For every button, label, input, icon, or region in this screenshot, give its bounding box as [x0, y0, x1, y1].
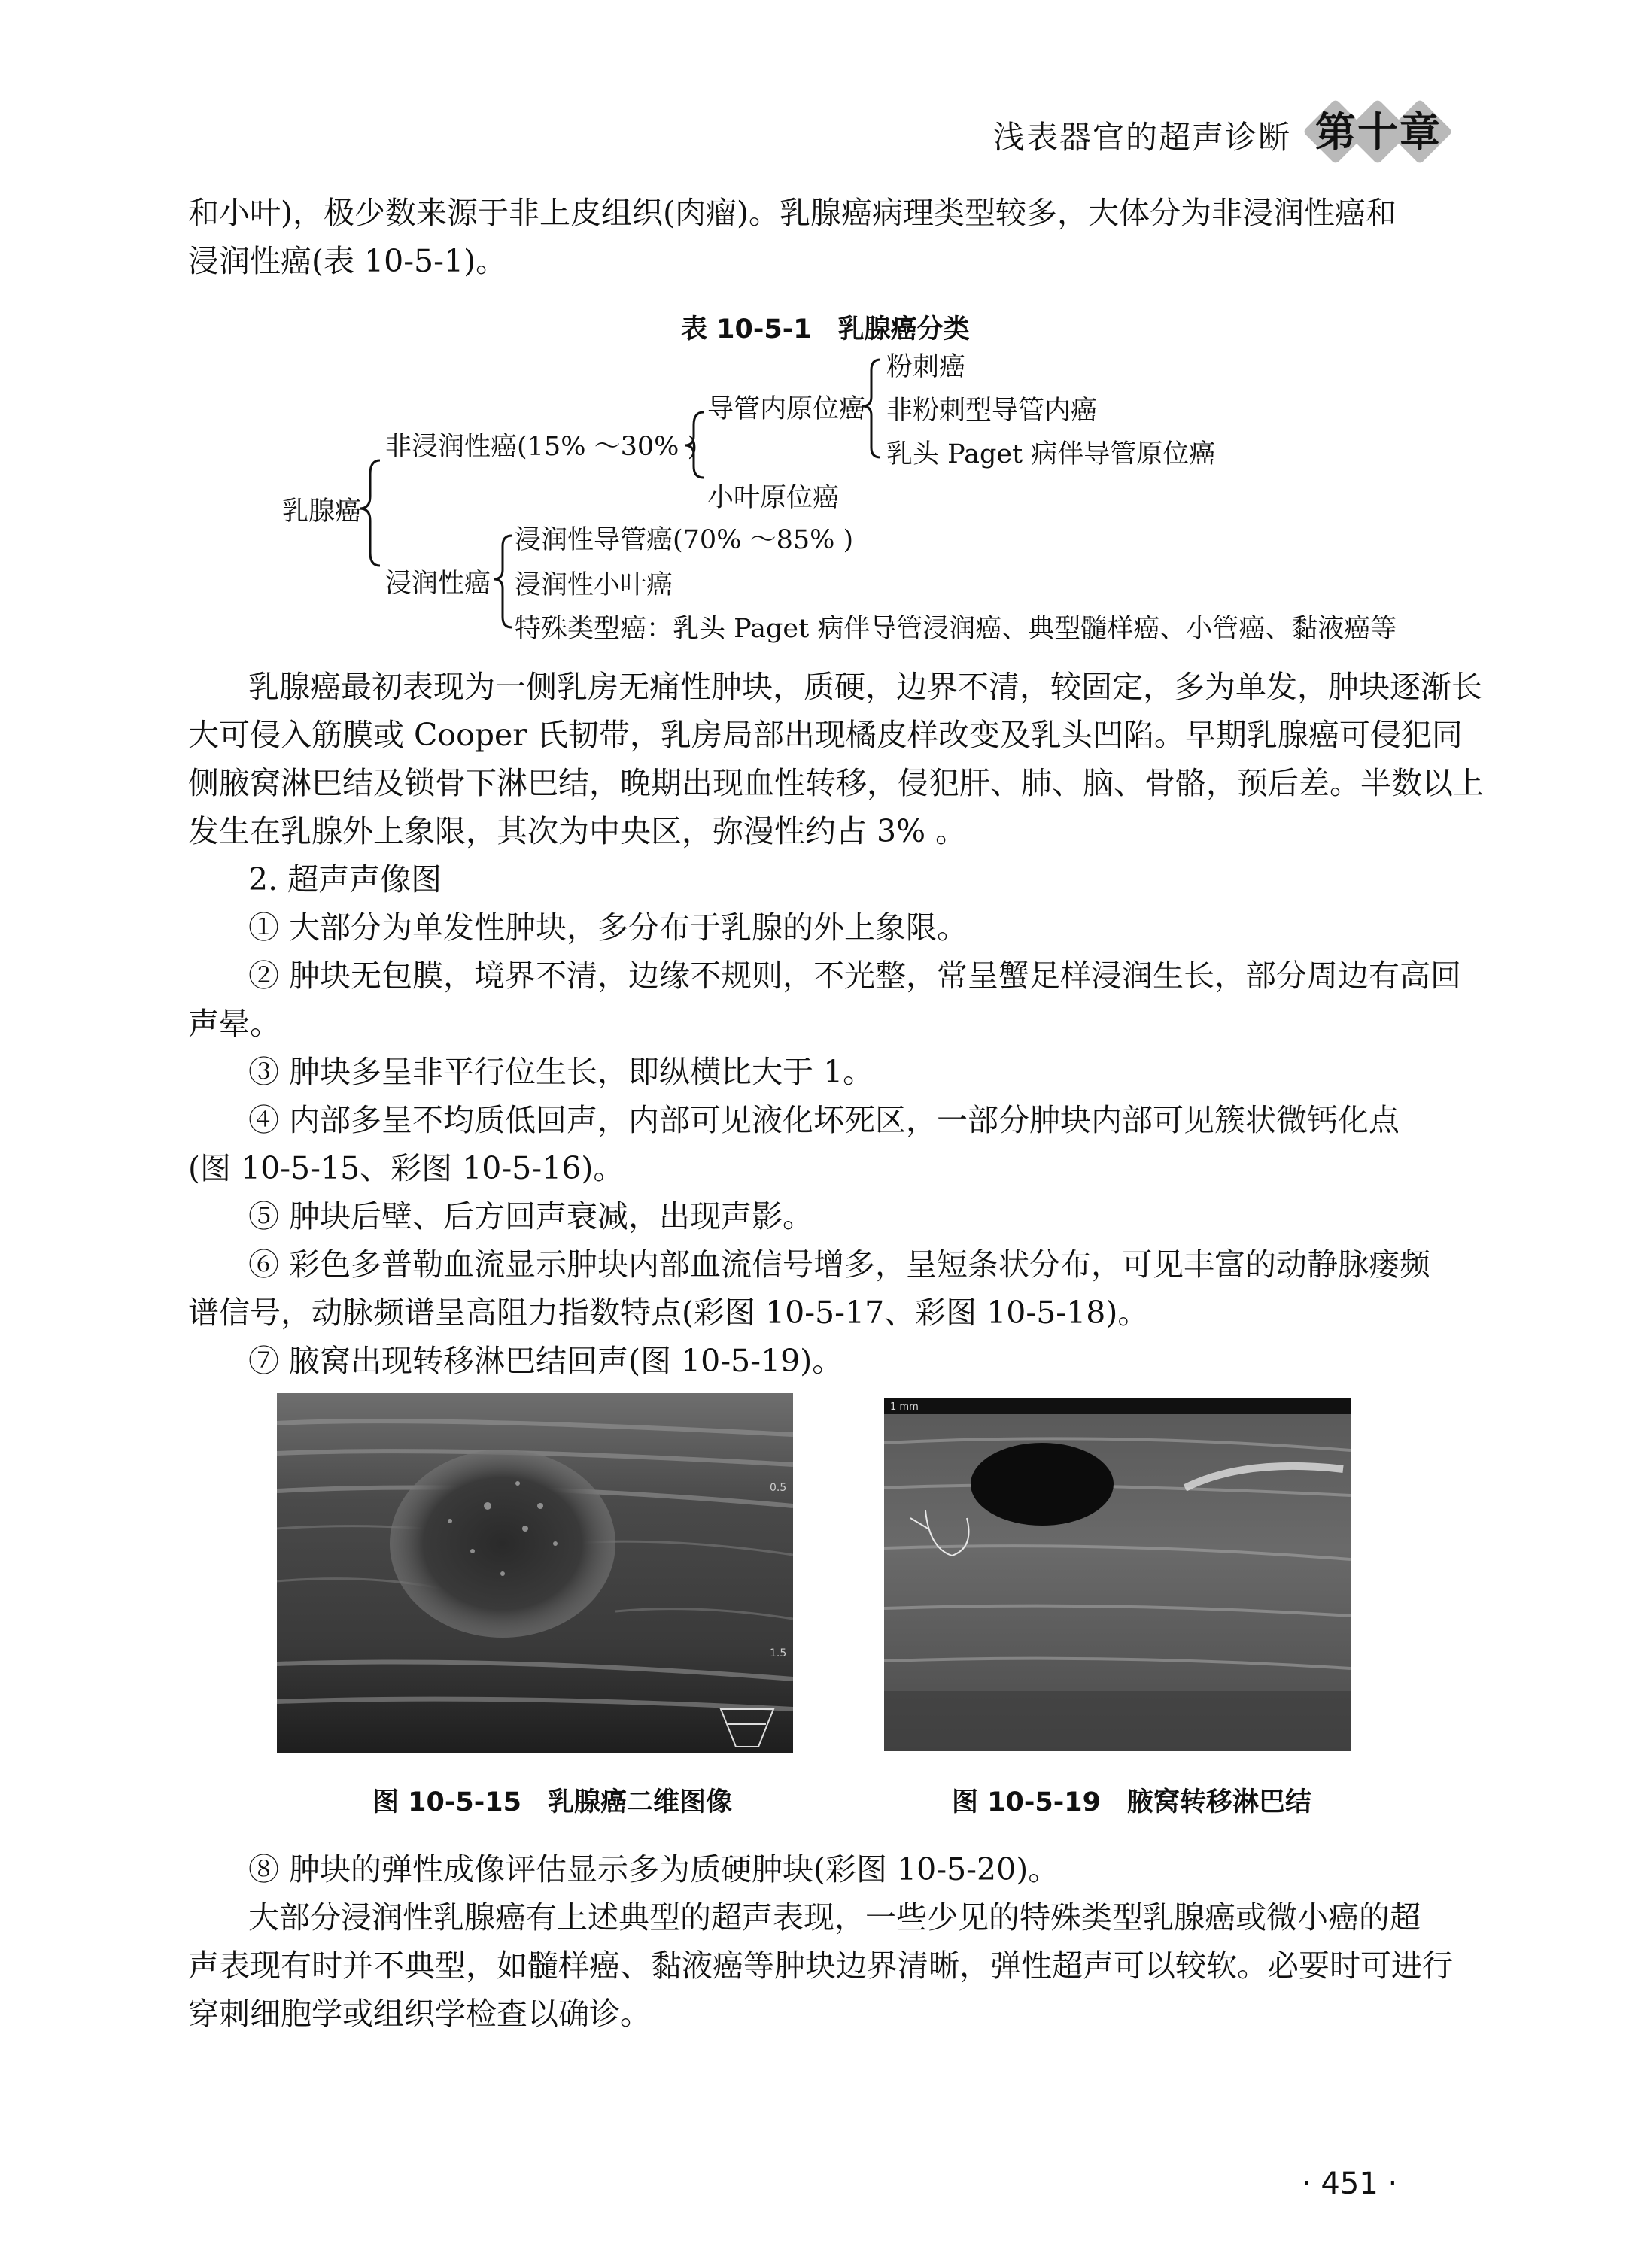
closing-line-1: 大部分浸润性乳腺癌有上述典型的超声表现，一些少见的特殊类型乳腺癌或微小癌的超	[248, 1899, 1421, 1936]
item-3: ③ 肿块多呈非平行位生长，即纵横比大于 1。	[248, 1054, 874, 1090]
closing-line-2: 声表现有时并不典型，如髓样癌、黏液癌等肿块边界清晰，弹性超声可以较软。必要时可进行	[188, 1948, 1453, 1984]
chapter-char-2: 十	[1357, 108, 1398, 156]
tree-invasive-ductal: 浸润性导管癌(70% ～85% )	[515, 525, 854, 555]
item-8: ⑧ 肿块的弹性成像评估显示多为质硬肿块(彩图 10-5-20)。	[248, 1851, 1059, 1887]
ultrasound-image-2-drawing	[884, 1398, 1351, 1751]
figure-1-caption: 图 10-5-15 乳腺癌二维图像	[372, 1787, 733, 1817]
tree-braces	[0, 0, 1629, 677]
clinical-line-2: 大可侵入筋膜或 Cooper 氏韧带，乳房局部出现橘皮样改变及乳头凹陷。早期乳腺癌可侵犯同	[188, 717, 1463, 753]
tree-paget-insitu: 乳头 Paget 病伴导管原位癌	[886, 439, 1216, 469]
section-heading: 2. 超声声像图	[248, 861, 442, 897]
chapter-char-3: 章	[1400, 108, 1440, 156]
tree-lobular-insitu: 小叶原位癌	[707, 483, 840, 513]
tree-root: 乳腺癌	[282, 496, 362, 527]
clinical-line-4: 发生在乳腺外上象限，其次为中央区，弥漫性约占 3% 。	[188, 813, 967, 849]
depth-marker-2: 1.5	[770, 1647, 787, 1659]
item-4-line-1: ④ 内部多呈不均质低回声，内部可见液化坏死区，一部分肿块内部可见簇状微钙化点	[248, 1102, 1400, 1138]
scale-label: 1 mm	[890, 1401, 919, 1413]
tree-invasive-lobular: 浸润性小叶癌	[515, 570, 673, 600]
tree-noncomedo: 非粉刺型导管内癌	[886, 396, 1098, 426]
item-6-line-1: ⑥ 彩色多普勒血流显示肿块内部血流信号增多，呈短条状分布，可见丰富的动静脉瘘频	[248, 1246, 1431, 1283]
item-1: ① 大部分为单发性肿块，多分布于乳腺的外上象限。	[248, 909, 968, 946]
ultrasound-image-lymph-node	[884, 1398, 1351, 1751]
item-6-line-2: 谱信号，动脉频谱呈高阻力指数特点(彩图 10-5-17、彩图 10-5-18)。	[188, 1295, 1149, 1331]
chapter-char-1: 第	[1315, 108, 1356, 156]
item-2-line-1: ② 肿块无包膜，境界不清，边缘不规则，不光整，常呈蟹足样浸润生长，部分周边有高回	[248, 958, 1462, 994]
table-caption: 表 10-5-1 乳腺癌分类	[681, 314, 970, 345]
tree-invasive: 浸润性癌	[385, 569, 491, 599]
tree-comedo: 粉刺癌	[886, 352, 966, 382]
item-4-line-2: (图 10-5-15、彩图 10-5-16)。	[188, 1150, 625, 1186]
clinical-line-1: 乳腺癌最初表现为一侧乳房无痛性肿块，质硬，边界不清，较固定，多为单发，肿块逐渐长	[248, 669, 1482, 705]
page-number: · 451 ·	[1302, 2166, 1398, 2201]
depth-marker-1: 0.5	[770, 1482, 787, 1494]
ultrasound-image-1-drawing	[277, 1393, 793, 1753]
intro-line-2: 浸润性癌(表 10-5-1)。	[188, 243, 507, 279]
closing-line-3: 穿刺细胞学或组织学检查以确诊。	[188, 1996, 651, 2032]
clinical-line-3: 侧腋窝淋巴结及锁骨下淋巴结，晚期出现血性转移，侵犯肝、肺、脑、骨骼，预后差。半数以上	[188, 765, 1484, 801]
running-head: 浅表器官的超声诊断	[993, 119, 1292, 156]
tree-noninvasive: 非浸润性癌(15% ～30% )	[385, 432, 698, 462]
tree-special: 特殊类型癌：乳头 Paget 病伴导管浸润癌、典型髓样癌、小管癌、黏液癌等	[515, 614, 1397, 644]
intro-line-1: 和小叶)，极少数来源于非上皮组织(肉瘤)。乳腺癌病理类型较多，大体分为非浸润性癌和	[188, 195, 1397, 231]
item-2-line-2: 声晕。	[188, 1006, 281, 1042]
item-5: ⑤ 肿块后壁、后方回声衰减，出现声影。	[248, 1198, 814, 1234]
tree-ductal-insitu: 导管内原位癌	[707, 394, 866, 424]
ultrasound-image-breast-cancer	[277, 1393, 793, 1753]
item-7: ⑦ 腋窝出现转移淋巴结回声(图 10-5-19)。	[248, 1343, 843, 1379]
figure-2-caption: 图 10-5-19 腋窝转移淋巴结	[952, 1787, 1312, 1817]
